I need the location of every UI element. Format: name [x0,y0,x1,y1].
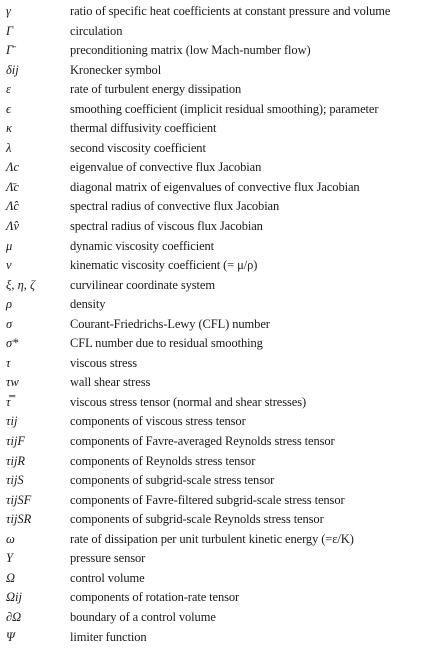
description: kinematic viscosity coefficient (= μ/ρ) [70,258,258,273]
symbol: ξ, η, ζ [6,277,36,292]
symbol: ρ [6,297,12,312]
symbol: δij [6,62,19,77]
description: spectral radius of convective flux Jacobian [70,199,280,214]
nomenclature-row [0,41,445,61]
symbol: μ [6,238,13,253]
description: dynamic viscosity coefficient [70,238,215,253]
nomenclature-row [0,569,445,589]
description: components of Reynolds stress tensor [70,453,256,468]
symbol: Γ̄ [6,43,14,58]
symbol: τ̿ [6,394,11,409]
nomenclature-row [0,315,445,335]
symbol: Λ̂c [6,199,20,214]
nomenclature-row [0,530,445,550]
nomenclature-row [0,197,445,217]
description: CFL number due to residual smoothing [70,336,263,351]
nomenclature-row [0,628,445,648]
nomenclature-row [0,80,445,100]
nomenclature-row [0,491,445,511]
description: viscous stress tensor (normal and shear stresses) [70,394,307,409]
symbol: ϵ [6,101,12,116]
nomenclature-row [0,393,445,413]
nomenclature-row [0,432,445,452]
description: second viscosity coefficient [70,140,206,155]
description: control volume [70,570,145,585]
nomenclature-row [0,471,445,491]
description: eigenvalue of convective flux Jacobian [70,160,262,175]
description: smoothing coefficient (implicit residual smoothing); parameter [70,101,379,116]
description: components of viscous stress tensor [70,414,246,429]
symbol: τijF [6,434,26,449]
description: components of subgrid-scale Reynolds stress tensor [70,512,324,527]
description: thermal diffusivity coefficient [70,121,217,136]
nomenclature-row [0,588,445,608]
description: diagonal matrix of eigenvalues of convective flux Jacobian [70,179,360,194]
nomenclature-row [0,22,445,42]
symbol: Γ [6,23,14,38]
symbol: σ* [6,336,19,351]
symbol: Ωij [6,590,22,605]
description: spectral radius of viscous flux Jacobian [70,219,263,234]
symbol: ν [6,258,12,273]
symbol: τ [6,355,11,370]
symbol: τij [6,414,18,429]
nomenclature-row [0,354,445,374]
description: rate of turbulent energy dissipation [70,82,242,97]
description: components of rotation-rate tensor [70,590,240,605]
description: preconditioning matrix (low Mach-number flow) [70,43,311,58]
description: boundary of a control volume [70,609,216,624]
symbol: τijS [6,473,24,488]
symbol: γ [6,4,11,18]
description: Kronecker symbol [70,62,162,77]
description: density [70,297,106,312]
symbol: τijSF [6,492,32,507]
nomenclature-row [0,276,445,296]
nomenclature-row [0,295,445,315]
symbol: τw [6,375,19,390]
description: components of subgrid-scale stress tensor [70,473,275,488]
nomenclature-row [0,412,445,432]
symbol: κ [6,121,12,136]
description: Courant-Friedrichs-Lewy (CFL) number [70,316,270,331]
symbol: ε [6,82,11,97]
nomenclature-row [0,373,445,393]
nomenclature-row [0,100,445,120]
nomenclature-row [0,549,445,569]
nomenclature-row [0,158,445,178]
symbol: Λ̂v [6,219,20,234]
symbol: ω [6,531,15,546]
nomenclature-row [0,119,445,139]
description: circulation [70,23,123,38]
nomenclature-row [0,178,445,198]
symbol: τijR [6,453,26,468]
description: viscous stress [70,355,138,370]
nomenclature-row [0,61,445,81]
nomenclature-row [0,217,445,237]
nomenclature-row [0,608,445,628]
symbol: Υ [6,551,13,566]
symbol: Λc [6,160,20,175]
description: rate of dissipation per unit turbulent kinetic energy (=ε/K) [70,531,354,546]
nomenclature-row [0,139,445,159]
symbol: Ψ [6,629,15,644]
nomenclature-row [0,452,445,472]
symbol: ∂Ω [6,609,22,624]
description: ratio of specific heat coefficients at constant pressure and volume [70,4,391,18]
symbol: Λ̄c [6,179,20,194]
symbol: σ [6,316,13,331]
nomenclature-row [0,256,445,276]
symbol: λ [6,140,12,155]
description: limiter function [70,629,147,644]
description: pressure sensor [70,551,146,566]
description: components of Favre-filtered subgrid-scale stress tensor [70,492,345,507]
nomenclature-row [0,510,445,530]
description: wall shear stress [70,375,151,390]
description: curvilinear coordinate system [70,277,215,292]
nomenclature-row [0,2,445,22]
symbol: Ω [6,570,16,585]
nomenclature-row [0,237,445,257]
symbol: τijSR [6,512,32,527]
description: components of Favre-averaged Reynolds stress tensor [70,434,335,449]
nomenclature-row [0,334,445,354]
